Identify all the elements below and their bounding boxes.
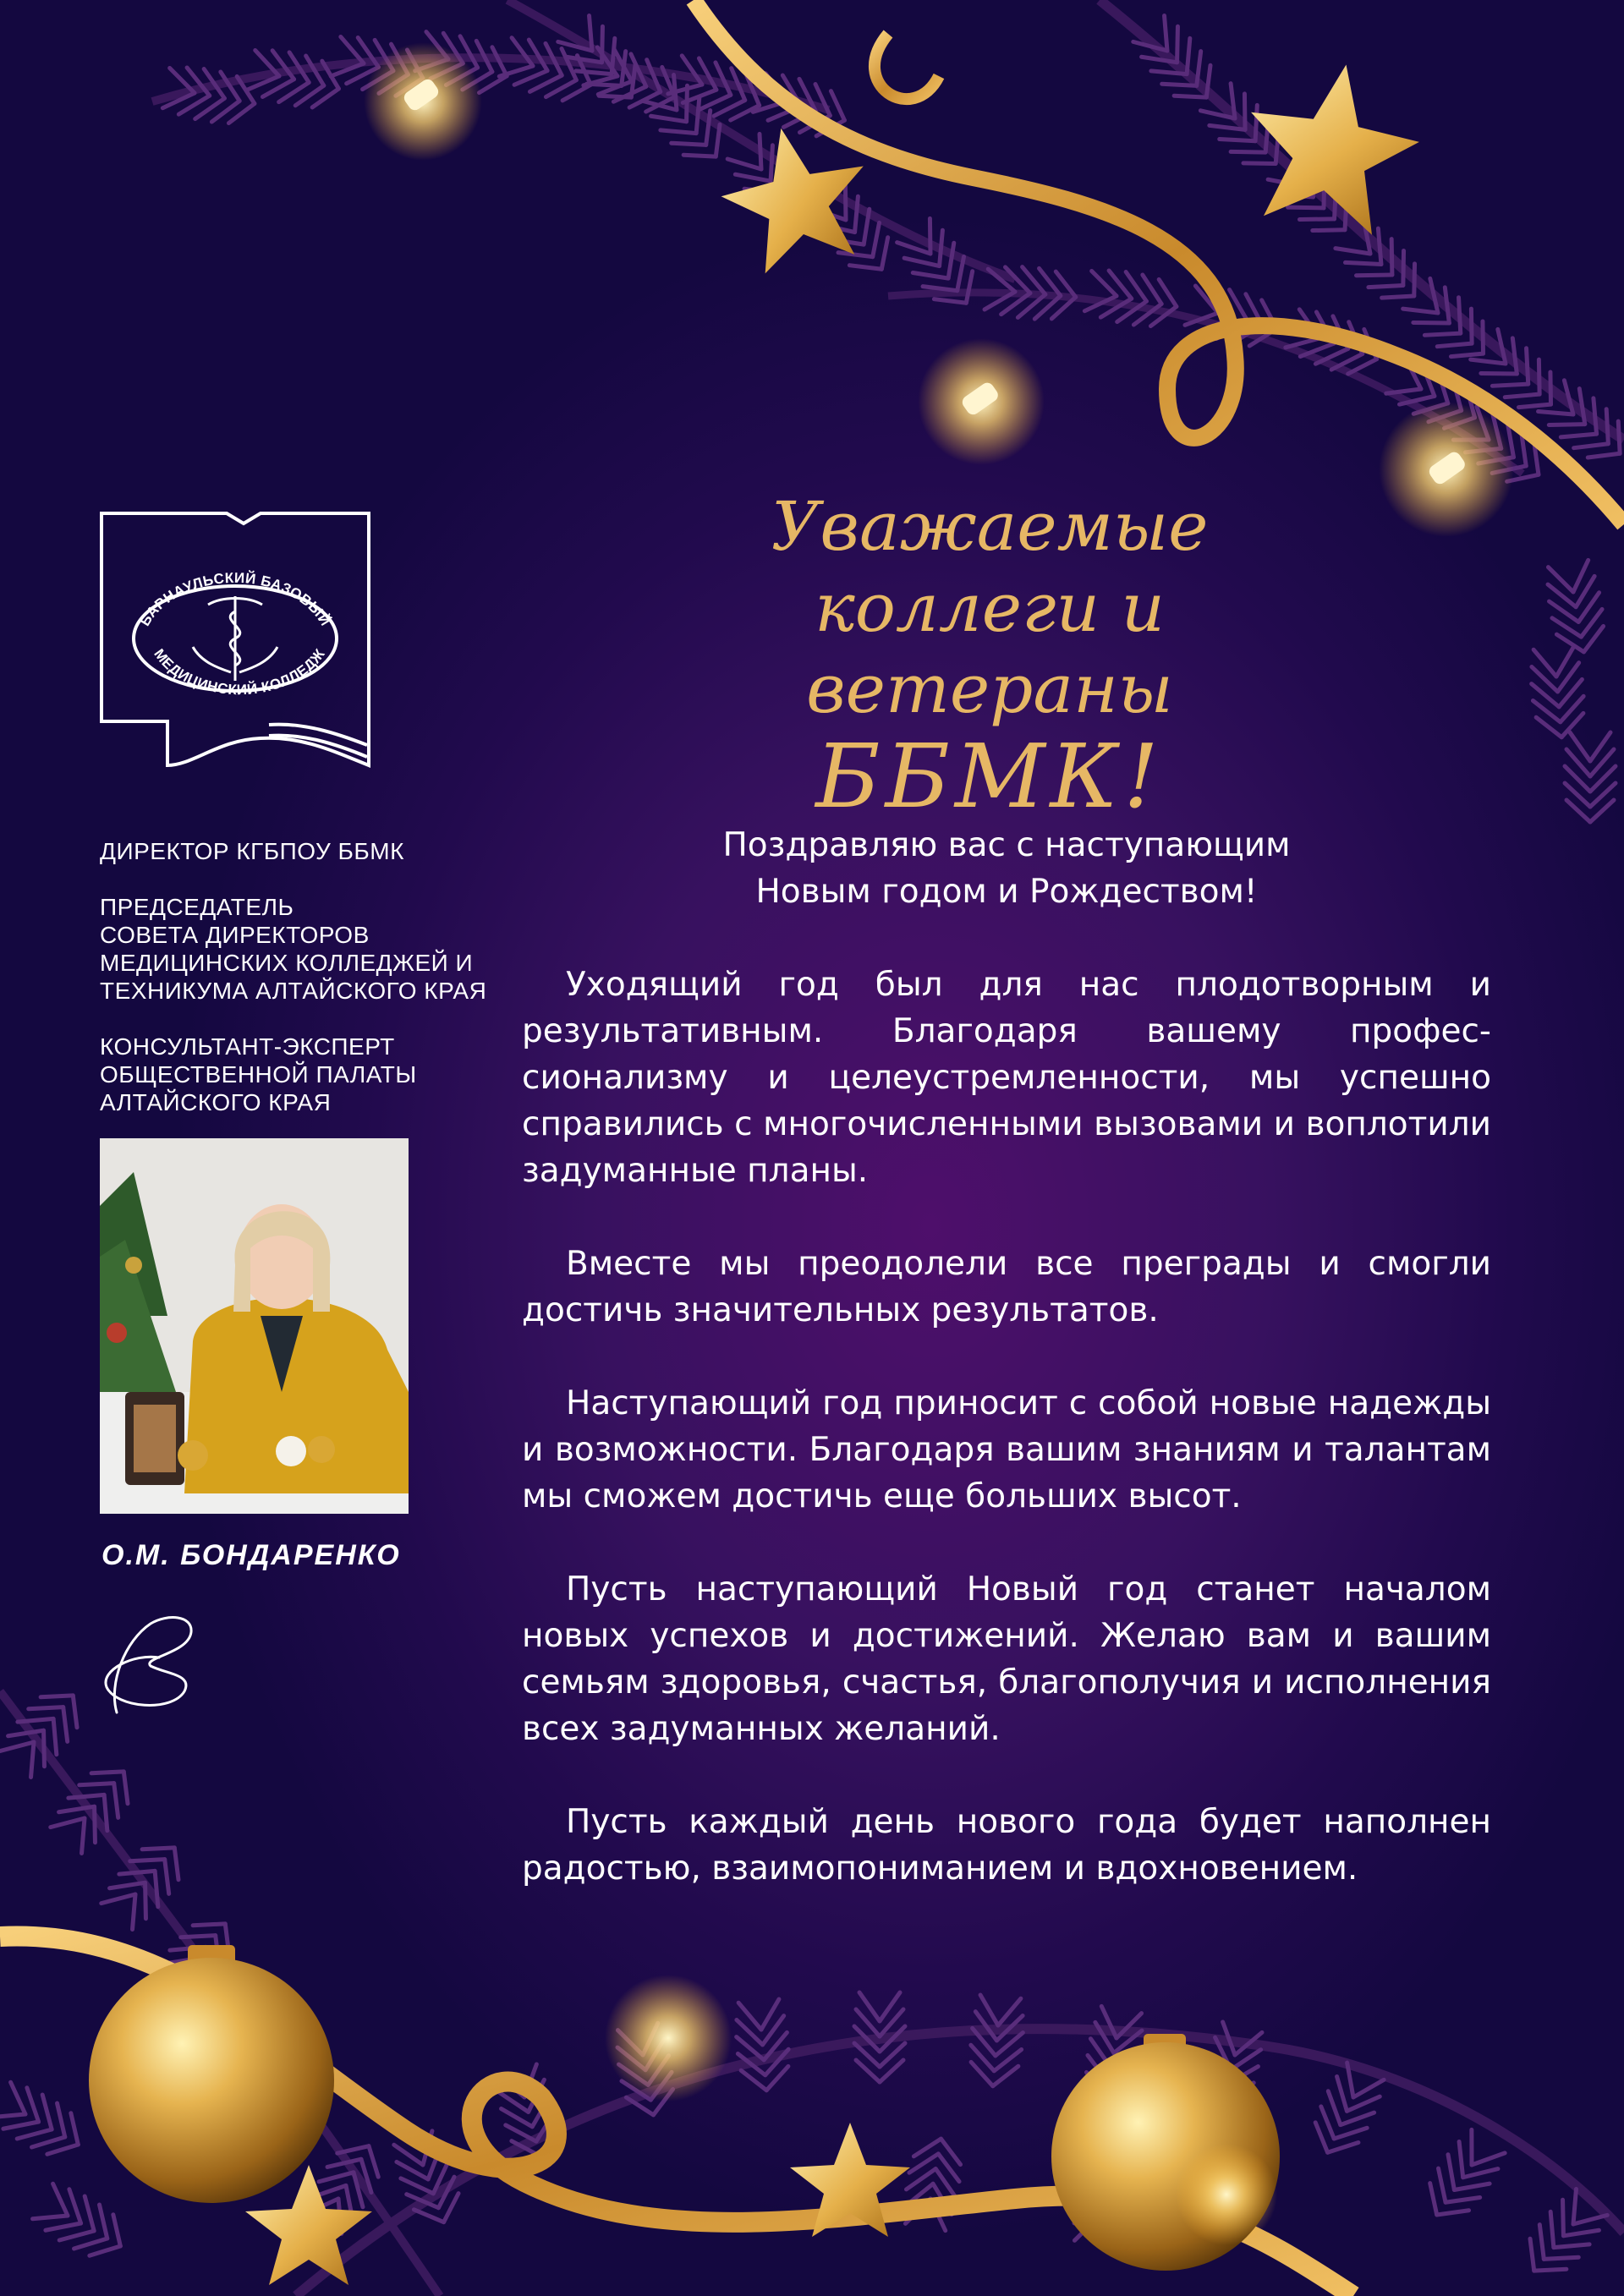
role-consultant: КОНСУЛЬТАНТ-ЭКСПЕРТ ОБЩЕСТВЕННОЙ ПАЛАТЫ АЛТАЙСКОГО КРАЯ bbox=[100, 1033, 417, 1115]
paragraph-2: Вместе мы преодолели все преграды и смогли достичь значительных результатов. bbox=[522, 1245, 1491, 1329]
role-council-chair: ПРЕДСЕДАТЕЛЬ СОВЕТА ДИРЕКТОРОВ МЕДИЦИНСКИХ КОЛЛЕДЖЕЙ И ТЕХНИКУМА АЛТАЙСКОГО КРАЯ bbox=[100, 894, 487, 1004]
signer-portrait-photo bbox=[100, 1138, 409, 1514]
greeting-line: Поздравляю вас с наступающим Новым годом и Рождеством! bbox=[722, 826, 1291, 911]
heading-line-3: ББМК! bbox=[815, 725, 1164, 828]
heading-line-2: коллеги и ветераны bbox=[806, 568, 1173, 728]
paragraph-5: Пусть каждый день нового года будет наполнен радостью, взаимопониманием и вдохновением. bbox=[522, 1803, 1491, 1888]
signer-roles bbox=[100, 837, 506, 1144]
letter-body bbox=[522, 822, 1491, 1938]
college-logo-emblem bbox=[100, 512, 370, 770]
signer-name: О.М. БОНДАРЕНКО bbox=[102, 1539, 401, 1571]
college-logo bbox=[100, 512, 370, 770]
paragraph-1: Уходящий год был для нас плодотворным и результативным. Благодаря вашему профес-сионализму и целеустремленности, мы успешно справились с многочисленными вызовами и воплотили задуманные планы. bbox=[522, 966, 1491, 1190]
handwritten-signature bbox=[100, 1607, 206, 1717]
portrait-illustration bbox=[100, 1138, 409, 1514]
role-director: ДИРЕКТОР КГБПОУ ББМК bbox=[100, 838, 404, 864]
logo-text-bottom: МЕДИЦИНСКИЙ КОЛЛЕДЖ bbox=[151, 645, 328, 699]
logo-text-top: БАРНАУЛЬСКИЙ БАЗОВЫЙ bbox=[136, 569, 334, 629]
greeting-heading bbox=[651, 486, 1328, 828]
paragraph-4: Пусть наступающий Новый год станет началом новых успехов и достижений. Желаю вам и вашим семьям здоровья, счастья, благополучия и исполнения всех задуманных желаний. bbox=[522, 1570, 1491, 1748]
signature-scribble bbox=[100, 1607, 206, 1717]
paragraph-3: Наступающий год приносит с собой новые надежды и возможности. Благодаря вашим знаниям и талантам мы сможем достичь еще больших высот. bbox=[522, 1384, 1491, 1515]
heading-line-1: Уважаемые bbox=[771, 487, 1209, 566]
